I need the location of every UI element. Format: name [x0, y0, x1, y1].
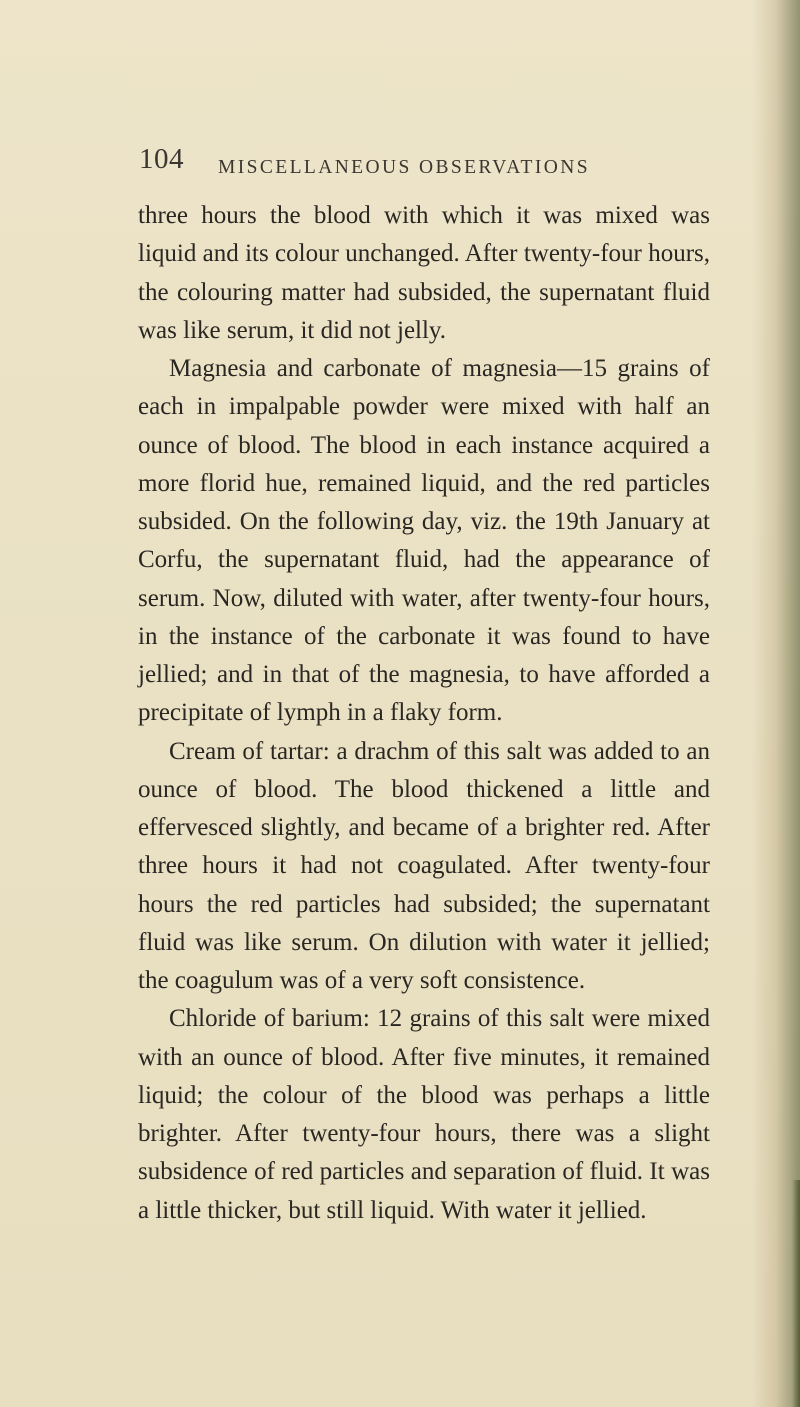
running-head: MISCELLANEOUS OBSERVATIONS	[218, 157, 590, 178]
body-text	[138, 197, 710, 1230]
page-number: 104	[139, 143, 184, 175]
paragraph-cream-of-tartar: Cream of tartar: a drachm of this salt was added to an ounce of blood. The blood thickened a little and effervesced slightly, and became of a brighter red. After three hours it had not coagulated. After twenty-four hours the red particles had subsided; the supernatant fluid was like serum. On dilution with water it jellied; the coagulum was of a very soft consistence.	[138, 737, 710, 994]
page-edge-shadow	[792, 1180, 800, 1407]
paragraph-magnesia: Magnesia and carbonate of magnesia—15 grains of each in impalpable powder were mixed with half an ounce of blood. The blood in each instance acquired a more florid hue, remained liquid, and the red particles subsided. On the following day, viz. the 19th January at Corfu, the supernatant fluid, had the appearance of serum. Now, diluted with water, after twenty-four hours, in the instance of the carbonate it was found to have jellied; and in that of the magnesia, to have afforded a precipitate of lymph in a flaky form.	[138, 355, 710, 727]
paragraph-chloride-of-barium: Chloride of barium: 12 grains of this salt were mixed with an ounce of blood. After five minutes, it remained liquid; the colour of the blood was perhaps a little brighter. After twenty-four hours, there was a slight subsidence of red particles and separation of fluid. It was a little thicker, but still liquid. With water it jellied.	[138, 1005, 710, 1224]
paragraph-continuation: three hours the blood with which it was mixed was liquid and its colour unchanged. After twenty-four hours, the colouring matter had subsided, the supernatant fluid was like serum, it did not jelly.	[138, 202, 710, 344]
page-header	[0, 143, 800, 183]
